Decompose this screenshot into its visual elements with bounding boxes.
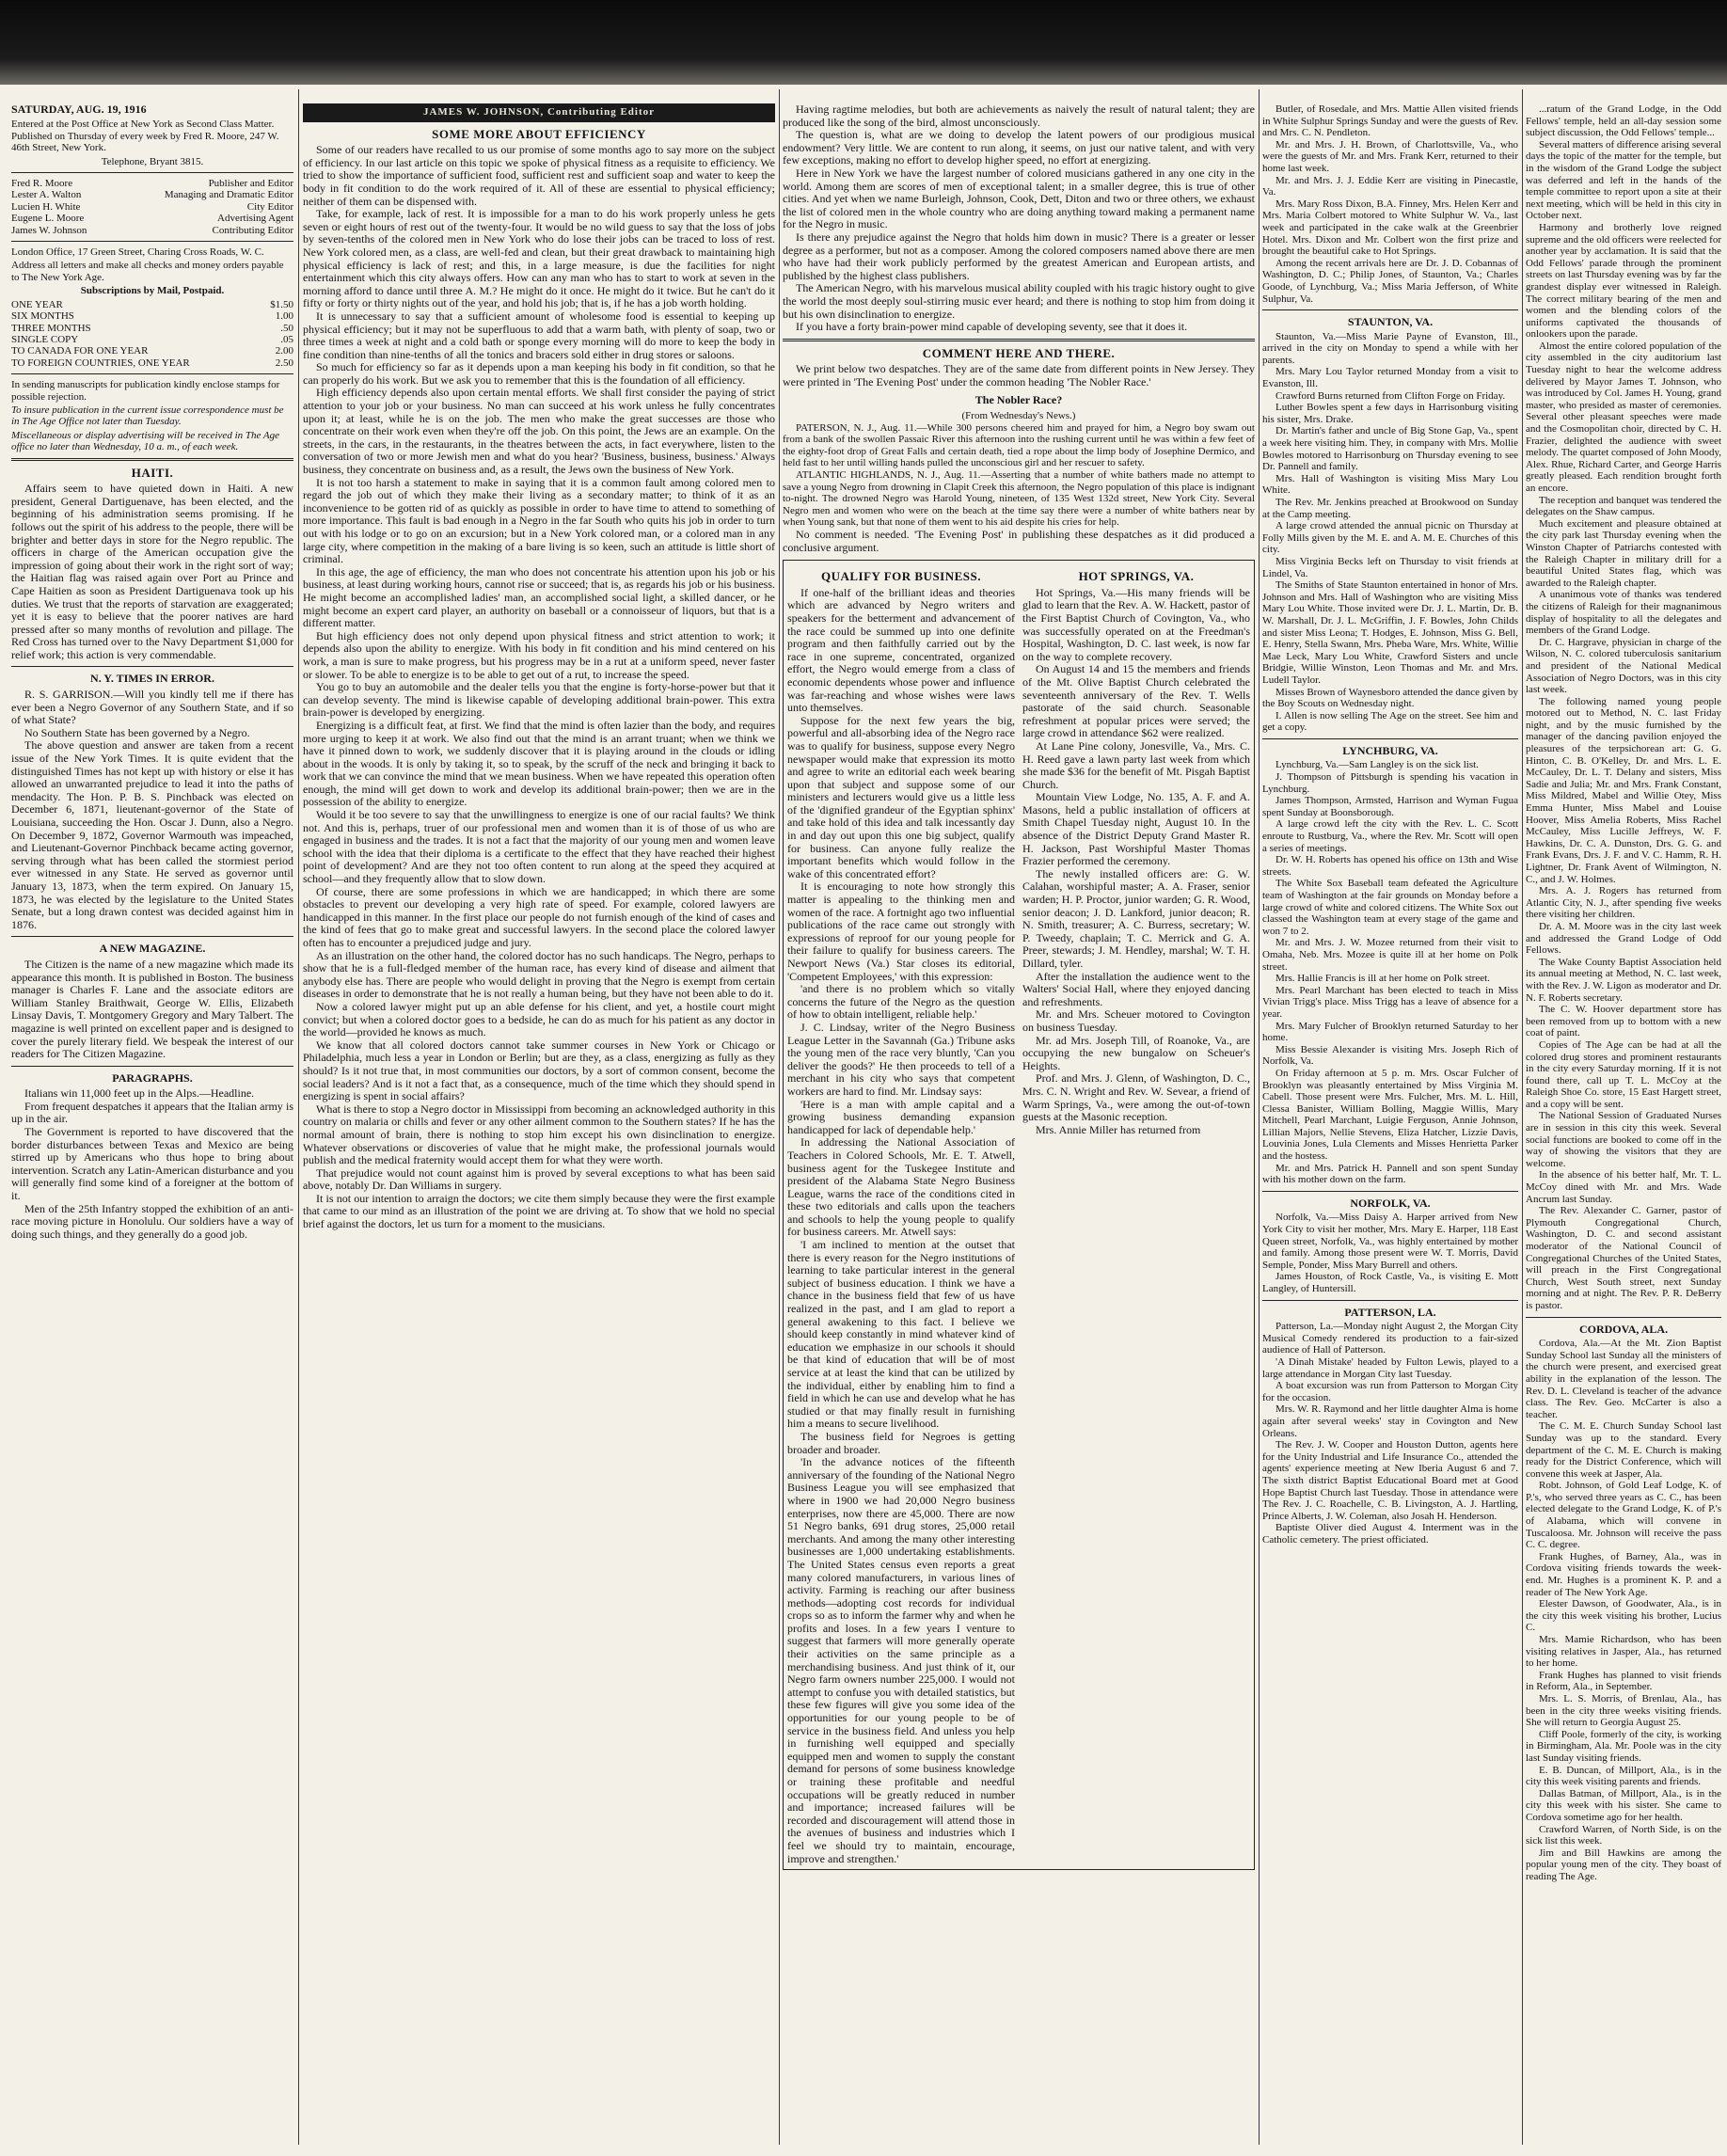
efficiency-paragraph: Take, for example, lack of rest. It is impossible for a man to do his work properly unless he gets seven or eight hours of rest out of the twenty-four. It would be no wild guess to say that the loss of jobs by seven-tenths of the colored men in New York who do lose their jobs can be traced to loss of rest. New York colored men, as a class, are well-fed and clean, but their great drawback to maintaining high physical efficiency is lack of rest; and this, in a large measure, is due the facilities for night entertainment which this city always offers. How can any man who has to start to work at seven in the morning afford to dance until three A. M.? He might do it once. He might do it twice. But he can't do it fifty or forty or thirty nights out of the year, and hold his job; that is, if he has a job worth holding. <box>303 207 775 310</box>
efficiency-paragraph: In this age, the age of efficiency, the man who does not concentrate his attention upon his job or his business, at least during working hours, cannot rise or succeed; that is, as regards his job or his business. He might become an accomplished ladies' man, an accomplished social light, a skilled dancer, or he might become an expert card player, an authority on baseball or a connoisseur of liquors, but that is a different matter. <box>303 564 775 630</box>
page-top-shadow <box>0 0 1727 85</box>
efficiency-paragraph: We know that all colored doctors cannot take summer courses in New York or Chicago or Philadelphia, much less a year in London or Berlin; but are they, as a class, energizing as fully as they should? Is it not true that, in most communities our doctors, by a sort of common consent, become the social leaders? And is it not a fact that, as a consequence, much of the time which they should spend in energizing is spent in social affairs? <box>303 1038 775 1103</box>
nytimes-letter: R. S. GARRISON.—Will you kindly tell me if there has ever been a Negro Governor of any Southern State, and if so of what State? <box>11 688 293 727</box>
staunton-paragraph: A large crowd attended the annual picnic on Thursday at Folly Mills given by the M. E. and A. M. E. Churches of this city. <box>1262 520 1518 556</box>
raleigh-paragraph: The National Session of Graduated Nurses are in session in this city this week. Several social functions are booked to come off in the way of showing the visitors that they are welcome. <box>1526 1110 1721 1169</box>
hotsprings-paragraph: Mountain View Lodge, No. 135, A. F. and A. Masons, held a public installation of officers at Smith Chapel Tuesday night, August 10. In the absence of the District Deputy Grand Master R. H. Jackson, Past Worshipful Master Thomas Frazier performed the ceremony. <box>1022 790 1250 868</box>
qualify-paragraph: 'In the advance notices of the fifteenth anniversary of the founding of the National Negro Business League you will see emphasized that where in 1900 we had 20,000 Negro business enterprises, now there are 45,000. There are now 51 Negro banks, 691 drug stores, 25,000 retail merchants. And among the many other interesting businesses are 1,000 undertaking establishments. The United States census even reports a great many colored manufacturers, in various lines of activity. Farming is reaching our after business methods—adopting cost records for individual crops so as to inform the farmer why and when he profits and loses. In a few years I venture to suggest that farmers will more generally operate their activities on the same principle as a merchandising business. And just think of it, our Negro farm owners number 225,000. I would not attempt to confuse you with detailed statistics, but these few figures will give you some idea of the opportunities for our young people to be of service in the business field. And unless you help in furnishing well equipped and specially equipped men and women to supply the constant demand for persons of some business knowledge or training these profitable and needful occupations will be greatly reduced in number and importance; increased failures will be recorded and discouragement will attend those in the avenues of business and industries which I feel we should try to maintain, encourage, improve and strengthen.' <box>787 1455 1015 1865</box>
lynchburg-paragraph: Mr. and Mrs. J. W. Mozee returned from their visit to Omaha, Neb. Mrs. Mozee is quite ill at her home on Polk street. <box>1262 937 1518 973</box>
hotsprings-paragraph: Mr. and Mrs. J. H. Brown, of Charlottsville, Va., who were the guests of Mr. and Mrs. Frank Kerr, returned to their home last week. <box>1262 138 1518 174</box>
staff-row-value: Managing and Dramatic Editor <box>164 189 293 201</box>
subscription-row-label: SIX MONTHS <box>11 310 74 323</box>
telephone: Telephone, Bryant 3815. <box>101 155 204 167</box>
subscription-row <box>11 334 293 345</box>
patterson-paragraph: The Rev. J. W. Cooper and Houston Dutton, agents here for the Unity Industrial and Life Insurance Co., attended the agents' experience meeting at New Iberia August 6 and 7. The sixth district Baptist Educational Board met at Good Hope Baptist Church last Tuesday. Those in attendance were The Rev. J. C. Roachelle, C. B. Livingston, A. J. Hartling, Prince Alberts, J. W. Coleman, also Josah H. Henderson. <box>1262 1439 1518 1522</box>
qualify-column <box>787 564 1015 1865</box>
address-notice: Address all letters and make all checks and money orders payable to The New York Age. <box>11 260 284 283</box>
raleigh-paragraph: Harmony and brotherly love reigned supreme and the old officers were reelected for another year by acclamation. It is said that the Odd Fellows' parade through the prominent streets on last Thursday evening was by far the grandest display ever witnessed in Raleigh. The correct military bearing of the men and women and the blending colors of the uniforms captivated the thousands of onlookers upon the parade. <box>1526 221 1721 341</box>
efficiency-paragraph: Having ragtime melodies, but both are achievements as naively the result of natural talent; they are produced like the song of the bird, almost unconsciously. <box>783 103 1255 129</box>
entry-notice: Entered at the Post Office at New York as Second Class Matter. Published on Thursday of every week by Fred R. Moore, 247 W. 46th Street, New York. <box>11 119 279 154</box>
cordova-paragraph: Cordova, Ala.—At the Mt. Zion Baptist Sunday School last Sunday all the ministers of the church were present, and exercised great ability in the explanation of the lesson. The Rev. D. L. Cleveland is teacher of the advance class. The Rev. Geo. McCarter is also a teacher. <box>1526 1338 1721 1420</box>
cordova-paragraph: Crawford Warren, of North Side, is on the sick list this week. <box>1526 1823 1721 1847</box>
staunton-paragraph: Luther Bowles spent a few days in Harrisonburg visiting his sister, Mrs. Drake. <box>1262 402 1518 425</box>
masthead <box>11 103 293 453</box>
patterson-paragraph: A boat excursion was run from Patterson to Morgan City for the occasion. <box>1262 1380 1518 1403</box>
patterson-article <box>1262 1321 1518 1546</box>
lynchburg-paragraph: Mrs. Pearl Marchant has been elected to teach in Miss Vivian Trigg's place. Miss Trigg has a leave of absence for a year. <box>1262 984 1518 1020</box>
staunton-paragraph: Misses Brown of Waynesboro attended the dance given by the Boy Scouts on Wednesday night. <box>1262 686 1518 710</box>
lynchburg-paragraph: On Friday afternoon at 5 p. m. Mrs. Oscar Fulcher of Brooklyn was pleasantly entertained by Miss Virginia M. Cabell. Those present were Mrs. Fulcher, Mrs. M. L. Hill, Clessa Banister, William Bolling, Maggie Willis, Mary Mitchell, Pearl Marchant, Luigie Ferguson, Annie Johnson, Lillian Majors, Nellie Stevens, Eliza Hatcher, Lizzie Davis, Louvinia Jones, Lula Clements and Misses Henrietta Parker and the hostess. <box>1262 1067 1518 1163</box>
lynchburg-paragraph: Lynchburg, Va.—Sam Langley is on the sick list. <box>1275 759 1479 771</box>
lynchburg-paragraph: Miss Bessie Alexander is visiting Mrs. Joseph Rich of Norfolk, Va. <box>1262 1043 1518 1068</box>
lynchburg-article <box>1262 759 1518 1185</box>
subscription-row-value: 1.00 <box>275 310 293 323</box>
cordova-paragraph: Frank Hughes, of Barney, Ala., was in Cordova visiting friends towards the week-end. Mr. Hughes is a prominent K. P. and a reader of The New York Age. <box>1526 1550 1721 1598</box>
hotsprings-paragraph: At Lane Pine colony, Jonesville, Va., Mrs. C. H. Reed gave a lawn party last week from which she made $36 for the benefit of Mt. Pisgah Baptist Church. <box>1022 738 1250 791</box>
qualify-box <box>783 560 1255 1870</box>
comment-subhead: The Nobler Race? <box>974 393 1063 407</box>
lynchburg-headline: LYNCHBURG, VA. <box>1342 743 1438 757</box>
qualify-paragraph: 'Here is a man with ample capital and a growing business demanding expansion handicapped for lack of dependable help.' <box>787 1097 1015 1136</box>
hotsprings-paragraph: Butler, of Rosedale, and Mrs. Mattie Allen visited friends in White Sulphur Springs Sunday and were the guests of Rev. and Mrs. C. N. Pendleton. <box>1262 103 1518 139</box>
comment-intro: We print below two despatches. They are of the same date from different points in New Jersey. They were printed in 'The Evening Post' under the common heading 'The Nobler Race.' <box>783 362 1255 388</box>
subscription-row-value: 2.00 <box>275 345 293 357</box>
hotsprings-article <box>1022 587 1250 1137</box>
lynchburg-paragraph: A large crowd left the city with the Rev. L. C. Scott enroute to Rustburg, Va., where the Rev. Mr. Scott will open a series of meetings. <box>1262 818 1518 854</box>
cordova-paragraph: Jim and Bill Hawkins are among the popular young men of the city. They boast of reading The Age. <box>1526 1847 1721 1882</box>
hotsprings-paragraph: Mr. ad Mrs. Joseph Till, of Roanoke, Va., are occupying the new bungalow on Scheuer's Heights. <box>1022 1033 1250 1072</box>
magazine-body: The Citizen is the name of a new magazine which made its appearance this month. It is published in Boston. The business manager is Charles F. Lane and the associate editors are William Stanley Braithwait, George W. Ellis, Elizabeth Linsay Davis, T. Montgomery Gregory and Mary Talbert. The magazine is well printed on excellent paper and is designed to cover the purely literary field. We bespeak the interest of our readers for The Citizen Magazine. <box>11 957 293 1061</box>
hotsprings-paragraph: Prof. and Mrs. J. Glenn, of Washington, D. C., Mrs. C. N. Wright and Rev. W. Sevear, a friend of Warm Springs, Va., were among the out-of-town guests at the Masonic reception. <box>1022 1071 1250 1124</box>
qualify-headline: QUALIFY FOR BUSINESS. <box>820 569 982 584</box>
column-rule <box>779 89 780 2145</box>
hotsprings-paragraph: After the installation the audience went to the Walters' Social Hall, where they enjoyed dancing and refreshments. <box>1022 969 1250 1008</box>
lynchburg-paragraph: Mrs. Mary Fulcher of Brooklyn returned Saturday to her home. <box>1262 1020 1518 1044</box>
paragraph-item: Italians win 11,000 feet up in the Alps.—Headline. <box>24 1086 255 1101</box>
subscription-row <box>11 299 293 310</box>
staff-row-label: Lucien H. White <box>11 200 81 213</box>
staff-row-value: Contributing Editor <box>212 224 293 236</box>
efficiency-paragraph: The question is, what are we doing to develop the latent powers of our prodigious musical endowment? Very little. We are content to run along, it seems, on just our native talent, and with very few exceptions, making no effort to develop higher speed, no effort at energizing. <box>783 128 1255 167</box>
london-office: London Office, 17 Green Street, Charing Cross Roads, W. C. <box>11 246 264 259</box>
efficiency-paragraph: Is there any prejudice against the Negro that holds him down in music? There is a greater or lesser degree as a performer, but not as a composer. Among the colored composers named above there are men who have had their work publicly performed by the greatest American and European artists, and published by the highest class publishers. <box>783 230 1255 282</box>
staunton-paragraph: Mrs. Mary Lou Taylor returned Monday from a visit to Evanston, Ill. <box>1262 366 1518 390</box>
efficiency-paragraph: The American Negro, with his marvelous musical ability coupled with his tragic history ought to give the world the most deeply soul-stirring music ever heard; and there is nothing to stop him from doing it but his own disinclination to energize. <box>783 281 1255 321</box>
publication-notice: To insure publication in the current issue correspondence must be in The Age Office not later than Tuesday. <box>11 404 284 428</box>
paragraph-item: The Government is reported to have discovered that the border disturbances between Texas and Mexico are being stirred up by Americans who thus hope to bring about intervention. Scratch any Latin-American disturbance and you will generally find some kind of a foreigner at the bottom of it. <box>11 1125 293 1203</box>
norfolk-paragraph: James Houston, of Rock Castle, Va., is visiting E. Mott Langley, of Huntersill. <box>1262 1271 1518 1294</box>
nytimes-headline: N. Y. TIMES IN ERROR. <box>90 672 214 686</box>
comment-despatch-atlantic: ATLANTIC HIGHLANDS, N. J., Aug. 11.—Asserting that a number of white bathers made no attempt to save a young Negro from drowning in Clapit Creek this afternoon, the Negro population of this place is indignant to-night. The drowned Negro was Harold Young, nineteen, of 135 West 132d street, New York City. Several Negro men and women who were on the beach at the time say there were a number of white bathers near by when Young sank, but that none of them went to his aid despite his cries for help. <box>783 469 1255 529</box>
subscription-row-label: TO CANADA FOR ONE YEAR <box>11 345 149 357</box>
efficiency-paragraph: Energizing is a difficult feat, at first. We find that the mind is often lazier than the body, and requires more urging to keep it at work. We also find out that the mind is an arrant truant; when we think we have it pinned down to work, we suddenly discover that it is playing around in the clouds or idling about in the woods. It is only by taking it, so to speak, by the scruff of the neck and bringing it back to work that we can convince the mind that we mean business. When we have repeated this operation often enough, the mind will get down to work and develop its additional brain-power; then we are in the possession of the ability to energize. <box>303 718 775 809</box>
patterson-paragraph: Patterson, La.—Monday night August 2, the Morgan City Musical Comedy rendered its production to a fair-sized audience of Hall of Patterson. <box>1262 1321 1518 1356</box>
hotsprings-paragraph: Mr. and Mrs. Scheuer motored to Covington on business Tuesday. <box>1022 1007 1250 1034</box>
hotsprings-continued <box>1262 103 1518 305</box>
staff-row-label: James W. Johnson <box>11 224 87 236</box>
hotsprings-paragraph: Mrs. Mary Ross Dixon, B.A. Finney, Mrs. Helen Kerr and Mrs. Maria Colbert motored to White Sulphur W. Va., last week and participated in the cake walk at the Greenbrier Hotel. Mrs. Dixon and Mr. Colbert won the first prize and brought the beautiful cake to Hot Springs. <box>1262 198 1518 258</box>
column-rule <box>1522 89 1523 2145</box>
staff-row-value: Advertising Agent <box>217 213 293 225</box>
hotsprings-paragraph: Among the recent arrivals here are Dr. J. D. Cobannas of Washington, D. C.; Philip Jones, of Staunton, Va.; Charles Goode, of Lynchburg, Va.; Miss Maria Jefferson, of White Sulphur, Va. <box>1262 257 1518 305</box>
patterson-paragraph: 'A Dinah Mistake' headed by Fulton Lewis, played to a large attendance in Morgan City last Tuesday. <box>1262 1355 1518 1380</box>
comment-headline: COMMENT HERE AND THERE. <box>922 345 1116 360</box>
raleigh-paragraph: Much excitement and pleasure obtained at the city park last Thursday evening when the Winston Chapter of Patriarchs contested with the Raleigh Chapter in military drill for a beautiful United States flag, which was awarded to the Raleigh chapter. <box>1526 517 1721 589</box>
qualify-paragraph: The business field for Negroes is getting broader and broader. <box>787 1429 1015 1456</box>
staff-row-value: City Editor <box>246 200 293 213</box>
contributing-editor-bar: JAMES W. JOHNSON, Contributing Editor <box>303 103 775 122</box>
subscription-row-label: TO FOREIGN COUNTRIES, ONE YEAR <box>11 357 190 369</box>
haiti-headline: HAITI. <box>131 465 174 480</box>
nytimes-reply: No Southern State has been governed by a Negro. <box>24 725 250 739</box>
paragraph-item: From frequent despatches it appears that the Italian army is up in the air. <box>11 1099 293 1126</box>
efficiency-paragraph: Of course, there are some professions in which we are handicapped; in which there are some obstacles to prevent our developing a very high rate of speed. For example, colored lawyers are handicapped in this manner. In the first place our people do not furnish enough of the kind of cases and the kind of fees that go to make great and successful lawyers. In the second place the colored lawyer often has to encounter a prejudiced judge and jury. <box>303 884 775 949</box>
staunton-paragraph: Dr. Martin's father and uncle of Big Stone Gap, Va., spent a week here visiting him. They, in company with Mrs. Mollie Bowles motored to Harrisonburg on Thursday evening to see Dr. Pannell and family. <box>1262 425 1518 473</box>
comment-despatch-paterson: PATERSON, N. J., Aug. 11.—While 300 persons cheered him and prayed for him, a Negro boy swam out from a bank of the swollen Passaic River this afternoon into the rushing current until he was within a few feet of the eighty-foot drop of Great Falls and certain death, tied a rope about the limp body of Josephine Dermico, and held fast to her until willing hands pulled the unconscious girl and her rescuer to safety. <box>783 421 1255 469</box>
staff-row-value: Publisher and Editor <box>208 178 293 190</box>
subscription-row-label: SINGLE COPY <box>11 333 79 345</box>
staff-row <box>11 201 293 213</box>
staunton-paragraph: Mrs. Hall of Washington is visiting Miss Mary Lou White. <box>1262 472 1518 497</box>
hotsprings-paragraph: The newly installed officers are: G. W. Calahan, worshipful master; A. A. Fraser, senior warden; H. P. Proctor, junior warden; G. R. Wood, senior deacon; J. D. Lankford, junior deacon; R. N. Smith, treasurer; A. C. Burress, secretary; W. P. Tweedy, chaplain; T. C. Merrick and G. A. Preer, stewards; J. M. Hendley, marshal; W. T. H. Dillard, tyler. <box>1022 866 1250 970</box>
column-rule <box>1259 89 1260 2145</box>
hotsprings-paragraph: On August 14 and 15 the members and friends of the Mt. Olive Baptist Church celebrated the seventeenth anniversary of the Rev. T. Wells pastorate of the said church. Seasonable refreshment at popular prices were served; the large crowd in attendance $62 were realized. <box>1022 662 1250 740</box>
staunton-paragraph: Miss Virginia Becks left on Thursday to visit friends at Lindel, Va. <box>1262 555 1518 579</box>
efficiency-paragraph: It is not our intention to arraign the doctors; we cite them simply because they were the first example that came to our mind as an illustration of the point we are driving at. To show that we hold no special brief against the doctors, let us turn for a moment to the musicians. <box>303 1191 775 1231</box>
magazine-headline: A NEW MAGAZINE. <box>99 942 206 956</box>
subscription-row <box>11 323 293 334</box>
raleigh-paragraph: Several matters of difference arising several days the topic of the matter for the temple, but in the wisdom of the Grand Lodge the subject was deferred and left in the hands of the temple committee to report upon a site at their next meeting, which will be held in this city in October next. <box>1526 138 1721 222</box>
norfolk-headline: NORFOLK, VA. <box>1350 1196 1431 1210</box>
raleigh-paragraph: Almost the entire colored population of the city assembled in the city auditorium last Tuesday night to hear the welcome address delivered by Mayor James T. Johnson, who was introduced by Col. James H. Young, grand master, who presided as master of ceremonies. Several other pleasant speeches were made and the Cosmopolitan choir, directed by C. H. Frazier, delighted the audience with sweet melody. The quartet composed of John Moody, Alex. Rhue, Richard Carter, and George Harris greatly pleased. Each rendition brought forth an encore. <box>1526 340 1721 494</box>
cordova-paragraph: Robt. Johnson, of Gold Leaf Lodge, K. of P.'s, who served three years as C. C., has been elected delegate to the Grand Lodge, K. of P.'s of Alabama, which will convene in Tuscaloosa. Mr. Johnson will receive the pass C. C. degree. <box>1526 1480 1721 1551</box>
cordova-article <box>1526 1338 1721 1882</box>
raleigh-paragraph: The following named young people motored out to Method, N. C. last Friday night, and by the music furnished by the manager of the dancing pavilion enjoyed the pleasures of the terpsichorean art: G. G. Hinton, C. B. O'Kelley, Dr. and Mrs. L. E. McCauley, Dr. L. T. Delany and sisters, Miss Sadie and Julia; Mr. and Mrs. Frank Constant, Miss Mildred, Mabel and Willie Otey, Miss Emma Hunter, Miss Mabel and Louise Hoover, Miss Amelia Roberts, Miss Rachel McCauley, Miss Lucille Jeffreys, W. F. Hawkins, Dr. C. A. Dunston, Drs. G. G. and Frank Evans, Drs. J. F. and V. C. Hamm, R. H. Lightner, Dr. Frank Avent of Wilmington, N. C., and J. W. Holmes. <box>1526 695 1721 885</box>
efficiency-paragraph: Some of our readers have recalled to us our promise of some months ago to say more on the subject of efficiency. In our last article on this topic we spoke of physical fitness as a requisite to efficiency. We tried to show the importance of sufficient food, sufficient rest and sufficient soap and water to keep the body in fit condition to do the work required of it. All of these are essential to physical efficiency; neither of them can be dispensed with. <box>303 143 775 208</box>
qualify-paragraph: 'and there is no problem which so vitally concerns the future of the Negro as the question of how to obtain intelligent, reliable help.' <box>787 982 1015 1022</box>
column-2 <box>303 103 775 2139</box>
lynchburg-paragraph: The White Sox Baseball team defeated the Agriculture team of Washington at the fair grounds on Monday before a large crowd of white and colored citizens. The White Sox out classed the Washington team at every stage of the game and won 7 to 2. <box>1262 878 1518 937</box>
efficiency-paragraph: Now a colored lawyer might put up an able defense for his client, and yet, a hostile court might convict; but when a colored doctor goes to a bedside, he can do as much for his patient as any doctor in the world—provided he knows as much. <box>303 999 775 1039</box>
cordova-paragraph: E. B. Duncan, of Millport, Ala., is in the city this week visiting parents and friends. <box>1526 1764 1721 1788</box>
efficiency-paragraph: What is there to stop a Negro doctor in Mississippi from becoming an acknowledged authority in this country on malaria or chills and fever or any other ailment common to the Southern states? If he has the normal amount of brain, there is nothing to stop him except his own disinclination to energize. Whatever observations or discoveries of value that he might make, the professional journals would publish and the medical fraternity would accept them for what they were worth. <box>303 1102 775 1167</box>
efficiency-article <box>303 144 775 1230</box>
qualify-paragraph: 'I am inclined to mention at the outset that there is every reason for the Negro institutions of learning to take particular interest in the general subject of business education. I think we have a chance in the business field that few of us have realized in the past, and I am glad to report a general awakening to this fact. I believe we should keep constantly in mind whatever kind of education we emphasize in our schools it should be that kind of education that will be of most service at at least the kind that can be utilized by the individual, either by enabling him to find a field in which he can use and develop what he has studied or that may finally result in furnishing him a means to secure livelihood. <box>787 1238 1015 1431</box>
comment-source: (From Wednesday's News.) <box>961 410 1076 422</box>
subscription-row <box>11 310 293 322</box>
efficiency-paragraph: Would it be too severe to say that the unwillingness to energize is one of our racial faults? We think not. And this is, perhaps, truer of our professional men and women than it is of those of us who are engaged in business and the trades. It is not a fact that the majority of our young men and women leave school with the idea that their diploma is a certificate to the effect that they have reached their highest point of development? And are they not too often content to run along at the speed they acquired at school—and they frequently allow that to slow down. <box>303 808 775 886</box>
patterson-paragraph: Baptiste Oliver died August 4. Interment was in the Catholic cemetery. The priest officiated. <box>1262 1522 1518 1546</box>
qualify-paragraph: If one-half of the brilliant ideas and theories which are advanced by Negro writers and speakers for the betterment and advancement of the race could be summed up into one definite program and then faithfully carried out by the race in one supreme, concentrated, organized effort, the Negro would emerge from a class of economic dependents whose power and influence was far-reaching and whose wishes were laws unto themselves. <box>787 585 1015 715</box>
paragraph-item: Men of the 25th Infantry stopped the exhibition of an anti-race moving picture in Honolulu. Our soldiers have a way of doing such things, and they generally do a good job. <box>11 1201 293 1241</box>
qualify-article <box>787 587 1015 1865</box>
raleigh-paragraph: Dr. C. Hargrave, physician in charge of the Wilson, N. C. colored tuberculosis sanitarium and president of the National Medical Association of Negro Doctors, was in this city last week. <box>1526 636 1721 696</box>
column-1 <box>11 103 293 2139</box>
staunton-paragraph: I. Allen is now selling The Age on the street. See him and get a copy. <box>1262 709 1518 734</box>
staff-row <box>11 225 293 236</box>
qualify-paragraph: It is encouraging to note how strongly this matter is appealing to the thinking men and women of the race. A fortnight ago two influential publications of the race came out strongly with expressions of reproof for our young people for their failure to qualify for business careers. The Newport News (Va.) Star closes its editorial, 'Competent Employees,' with this expression: <box>787 880 1015 983</box>
staunton-paragraph: Crawford Burns returned from Clifton Forge on Friday. <box>1275 389 1506 402</box>
hotsprings-paragraph: Hot Springs, Va.—His many friends will be glad to learn that the Rev. A. W. Hackett, pastor of the First Baptist Church of Covington, Va., who was successfully operated on at the Freedman's Hospital, Washington, D. C. last week, is now far on the way to complete recovery. <box>1022 585 1250 663</box>
hotsprings-paragraph: Mrs. Annie Miller has returned from <box>1036 1122 1201 1136</box>
efficiency-paragraph: But high efficiency does not only depend upon physical fitness and strict attention to work; it depends also upon the ability to energize. With his body in fit condition and his mind centered on his work, a man is sure to make progress, but his progress may be in a rut at a uniform speed, never faster or slower. To be able to energize is to be able to get out of a rut, to increase the speed. <box>303 628 775 681</box>
comment-conclusion: No comment is needed. 'The Evening Post' in publishing these despatches as it did produced a conclusive argument. <box>783 528 1255 554</box>
raleigh-paragraph: Copies of The Age can be had at all the colored drug stores and prominent restaurants in the city every Saturday morning. If it is not found there, call up T. L. McCoy at the Raleigh Shoe Co. store, 15 East Hargett street, and a copy will be sent. <box>1526 1038 1721 1110</box>
cordova-paragraph: The C. M. E. Church Sunday School last Sunday was up to the standard. Every department of the C. M. E. Church is making ready for the District Conference, which will convene this week at Jasper, Ala. <box>1526 1420 1721 1480</box>
subscription-row-value: $1.50 <box>270 298 293 310</box>
efficiency-paragraph: It is unnecessary to say that a sufficient amount of wholesome food is essential to keeping up physical efficiency; but it may not be superfluous to add that a warm bath, with plenty of soap, two or three times a week at night and a cold bath or sponge every morning will do more to keep the body in fine condition than nine-tenths of all the tonics and bracers sold either in drug stores or saloons. <box>303 309 775 361</box>
norfolk-paragraph: Norfolk, Va.—Miss Daisy A. Harper arrived from New York City to visit her mother, Mrs. Mary E. Harper, 118 East Queen street, Norfolk, Va., was highly entertained by mother and family. Among those present were W. T. Morris, David Semple, Ponder, Miss Mary Burrell and others. <box>1262 1212 1518 1271</box>
dateline: SATURDAY, AUG. 19, 1916 <box>11 103 147 116</box>
subscription-row <box>11 345 293 357</box>
subscriptions-title: Subscriptions by Mail, Postpaid. <box>80 285 225 297</box>
raleigh-paragraph: The reception and banquet was tendered the delegates on the Shaw campus. <box>1526 494 1721 518</box>
raleigh-paragraph: ...ratum of the Grand Lodge, in the Odd Fellows' temple, held an all-day session some subject discussion, the Odd Fellows' temple... <box>1526 103 1721 139</box>
staunton-paragraph: The Rev. Mr. Jenkins preached at Brookwood on Sunday at the Camp meeting. <box>1262 497 1518 520</box>
subscription-row-value: 2.50 <box>275 357 293 369</box>
staff-row <box>11 213 293 224</box>
column-4 <box>1262 103 1518 2139</box>
subscription-row-value: .50 <box>280 322 293 334</box>
cordova-paragraph: Elester Dawson, of Goodwater, Ala., is in the city this week visiting his brother, Lucius C. <box>1526 1598 1721 1634</box>
staff-row-label: Fred R. Moore <box>11 178 73 190</box>
subscription-row <box>11 357 293 369</box>
column-rule <box>298 89 299 2145</box>
lynchburg-paragraph: James Thompson, Armsted, Harrison and Wyman Fugua spent Sunday at Boonsborough. <box>1262 795 1518 818</box>
efficiency-paragraph: As an illustration on the other hand, the colored doctor has no such handicaps. The Negro, perhaps to show that he is a full-fledged member of the human race, has every kind of disease and ailment that anybody else has. There are people who would delight in proving that the Negro is exempt from certain diseases in order to demonstrate that he is not really a human being, but they have not been able to do it. <box>303 948 775 1001</box>
staunton-headline: STAUNTON, VA. <box>1347 315 1434 329</box>
raleigh-paragraph: The Rev. Alexander C. Garner, pastor of Plymouth Congregational Church, Washington, D. C. and second assistant moderator of the National Council of Congregational Churches of the United States, will preach in the First Congregational Church, West South street, next Sunday morning and at night. The Rev. P. R. DeBerry is pastor. <box>1526 1205 1721 1311</box>
staff-row <box>11 189 293 200</box>
lynchburg-paragraph: Mr. and Mrs. Patrick H. Pannell and son spent Sunday with his mother down on the farm. <box>1262 1162 1518 1186</box>
norfolk-article <box>1262 1212 1518 1294</box>
cordova-headline: CORDOVA, ALA. <box>1578 1322 1669 1336</box>
column-3 <box>783 103 1255 2139</box>
qualify-paragraph: In addressing the National Association of Teachers in Colored Schools, Mr. E. T. Atwell, business agent for the Tuskegee Institute and president of the Alabama State Negro Business League, warns the race of the conditions cited in these two editorials and calls upon the teachers and schools to help the young people to qualify for business careers. Mr. Atwell says: <box>787 1135 1015 1239</box>
raleigh-article <box>1526 103 1721 1312</box>
raleigh-paragraph: Mrs. A. J. Rogers has returned from Atlantic City, N. J., after spending five weeks there visiting her children. <box>1526 885 1721 921</box>
efficiency-paragraph: High efficiency depends also upon certain mental efforts. We shall first consider the paying of strict attention to your job or your business. No man can succeed at his work unless he fully concentrates upon it; at least, while he is on the job. The men who make the great successes are those who concentrate on their work even when they're off the job. On this point, the Jews are an example. On the streets, in the cars, in the restaurants, in the theatres between the acts, in fact everywhere, listen to the conversation of two or more Jewish men and what do you hear? 'Business, business, business.' Always business, they concentrate on business and, as a result, the Jews own the business of New York. <box>303 386 775 477</box>
raleigh-paragraph: The C. W. Hoover department store has been removed from up to bottom with a new coat of paint. <box>1526 1004 1721 1039</box>
cordova-paragraph: Mrs. L. S. Morris, of Brenlau, Ala., has been in the city three weeks visiting friends. She will return to Georgia August 25. <box>1526 1692 1721 1729</box>
subscription-row-value: .05 <box>280 333 293 345</box>
staff-row <box>11 178 293 189</box>
efficiency-paragraph: It is not too harsh a statement to make in saying that it is a common fault among colored men to regard the job out of which they make their living as a secondary matter; to think of it as an inconvenience to be gotten rid of as quickly as possible in order to have time to attend to something of more importance. This fault is bad enough in a Negro in the far South who quits his job in order to turn out with his lodge or to go on an excursion; but in a New York colored man, or a colored man in any large city, where competition in the making of a bare living is so keen, such an attitude is little short of criminal. <box>303 475 775 566</box>
efficiency-paragraph: If you have a forty brain-power mind capable of developing seventy, see that it does it. <box>796 320 1188 334</box>
subscription-rates <box>11 299 293 369</box>
patterson-paragraph: Mrs. W. R. Raymond and her little daughter Alma is home again after several weeks' stay in Covington and New Orleans. <box>1262 1403 1518 1439</box>
manuscript-notice: In sending manuscripts for publication kindly enclose stamps for possible rejection. <box>11 379 280 403</box>
cordova-paragraph: Dallas Batman, of Millport, Ala., is in the city this week with his sister. She came to Cordova sometime ago for her health. <box>1526 1787 1721 1823</box>
patterson-headline: PATTERSON, LA. <box>1344 1305 1436 1319</box>
qualify-paragraph: J. C. Lindsay, writer of the Negro Business League Letter in the Savannah (Ga.) Tribune asks the young men of the race very bluntly, 'Can you deliver the goods?' He then proceeds to tell of a merchant in his city who says that competent workers are hard to find. Mr. Lindsay says: <box>787 1020 1015 1098</box>
lynchburg-paragraph: Mrs. Hallie Francis is ill at her home on Polk street. <box>1275 973 1490 985</box>
cordova-paragraph: Mrs. Mamie Richardson, who has been visiting relatives in Jasper, Ala., has returned to her home. <box>1526 1634 1721 1670</box>
haiti-body: Affairs seem to have quieted down in Haiti. A new president, General Dartiguenave, has been elected, and the beginning of his administration seems promising. If he follows out the spirit of his address to the people, there will be brighter and better days in store for the Negro republic. The officers in charge of the American occupation give the impression of going about their work in the right sort of way; the Haitian flag was raised again over Port au Prince and Cape Haitien as soon as President Dartiguenava took up his duties. We trust that the reports of starvation are exaggerated; yet it is easy to believe that the poorer natives are hard pressed after so many months of revolution and pillage. The Red Cross has turned over to the Navy Department $1,000 for relief work; this action is very commendable. <box>11 482 293 661</box>
column-5 <box>1526 103 1721 2139</box>
subscription-row-label: ONE YEAR <box>11 298 63 310</box>
raleigh-paragraph: A unanimous vote of thanks was tendered the citizens of Raleigh for their magnanimous display of hospitality to all the delegates and members of the Grand Lodge. <box>1526 589 1721 637</box>
staff-row-label: Lester A. Walton <box>11 189 82 201</box>
lynchburg-paragraph: Dr. W. H. Roberts has opened his office on 13th and Wise streets. <box>1262 854 1518 878</box>
staunton-article <box>1262 331 1518 734</box>
staunton-paragraph: The Smiths of State Staunton entertained in honor of Mrs. Johnson and Mrs. Hall of Washington who are visiting Miss Mary Lou White. Those invited were Dr. J. L. Martin, Dr. B. W. Marshall, Dr. J. L. McGriffin, J. F. Bowles, John Childs and sister Miss Leona; T. Hodges, E. Johnson, Miss G. Bell, E. Henry, Stella Swann, Mrs. Pheba Ware, Mrs. White, Willie Mae Leck, Mary Lou White, Crawford Sisters and uncle Bridgie, Willie Winston, Leon Thomas and Mr. and Mrs. Ludell Taylor. <box>1262 579 1518 686</box>
subscription-row-label: THREE MONTHS <box>11 322 91 334</box>
nytimes-body: The above question and answer are taken from a recent issue of the New York Times. It is quite evident that the distinguished Times has not kept up with history or else it has allowed an unwarranted prejudice to lead it into the paths of mendacity. The Hon. P. B. S. Pinchback was elected on December 6, 1871, lieutenant-governor of the State of Louisiana, succeeding the Hon. Oscar J. Dunn, also a Negro. On December 9, 1872, Governor Warmouth was impeached, and Lieutenant-Governor Pinchback became acting governor, serving through what has been called the stormiest period ever witnessed in any State. He served as governor until January 13, 1873, when the term expired. On January 15, 1873, he was elected by the legislature to the United States Senate, but a long drawn contest was decided against him in 1876. <box>11 738 293 931</box>
hotsprings-paragraph: Mr. and Mrs. J. J. Eddie Kerr are visiting in Pinecastle, Va. <box>1262 174 1518 198</box>
paragraphs-headline: PARAGRAPHS. <box>112 1070 193 1085</box>
raleigh-paragraph: Dr. A. M. Moore was in the city last week and addressed the Grand Lodge of Odd Fellows. <box>1526 920 1721 957</box>
lynchburg-paragraph: J. Thompson of Pittsburgh is spending his vacation in Lynchburg. <box>1262 771 1518 795</box>
efficiency-continued <box>783 103 1255 334</box>
efficiency-headline: SOME MORE ABOUT EFFICIENCY <box>432 126 646 141</box>
hotsprings-headline: HOT SPRINGS, VA. <box>1078 569 1195 584</box>
staff-row-label: Eugene L. Moore <box>11 213 85 225</box>
staunton-paragraph: Staunton, Va.—Miss Marie Payne of Evanston, Ill., arrived in the city on Monday to spend a while with her parents. <box>1262 330 1518 366</box>
qualify-paragraph: Suppose for the next few years the big, powerful and all-absorbing idea of the Negro race was to qualify for business, suppose every Negro newspaper would make that expression its motto and agree to write an editorial each week bearing upon that subject and suppose some of our ministers and lecturers would give us a little less of the 'dignified grandeur of the Egyptian sphinx' and take hold of this idea and talk incessantly day in and day out upon this one big subject, qualify for business. Can anyone fully realize the important benefits which would follow in the wake of this concentrated effort? <box>787 713 1015 880</box>
cordova-paragraph: Cliff Poole, formerly of the city, is working in Birmingham, Ala. Mr. Poole was in the city last Sunday visiting friends. <box>1526 1728 1721 1764</box>
staff-list <box>11 178 293 236</box>
efficiency-paragraph: Here in New York we have the largest number of colored musicians gathered in any one city in the world. Among them are scores of men of exceptional talent; in a smaller degree, this is true of other cities. And yet when we name Burleigh, Johnson, Cook, Dett, Diton and two or three others, we exhaust the list of colored men in the whole country who are doing anything toward making a permanent name for the Negro in music. <box>783 166 1255 231</box>
cordova-paragraph: Frank Hughes has planned to visit friends in Reform, Ala., in September. <box>1526 1669 1721 1693</box>
hotsprings-column <box>1022 564 1250 1865</box>
advertising-notice: Miscellaneous or display advertising will be received in The Age office no later than Wednesday, 10 a. m., of each week. <box>11 429 280 453</box>
raleigh-paragraph: In the absence of his better half, Mr. T. L. McCoy dined with Mr. and Mrs. Wade Ancrum last Sunday. <box>1526 1169 1721 1205</box>
efficiency-paragraph: That prejudice would not count against him is proved by several exceptions to what has been said above, notably Dr. Dan Williams in surgery. <box>303 1165 775 1193</box>
raleigh-paragraph: The Wake County Baptist Association held its annual meeting at Method, N. C. last week, with the Rev. J. W. Ligon as moderator and Dr. N. F. Roberts secretary. <box>1526 956 1721 1004</box>
efficiency-paragraph: So much for efficiency so far as it depends upon a man keeping his body in fit condition, so that he can properly do his work. But we ask you to remember that this is the foundation of all efficiency. <box>303 360 775 387</box>
efficiency-paragraph: You go to buy an automobile and the dealer tells you that the engine is forty-horse-power but that it can develop seventy. The mind is likewise capable of developing additional brain-power. This extra brain-power is developed by energizing. <box>303 680 775 720</box>
